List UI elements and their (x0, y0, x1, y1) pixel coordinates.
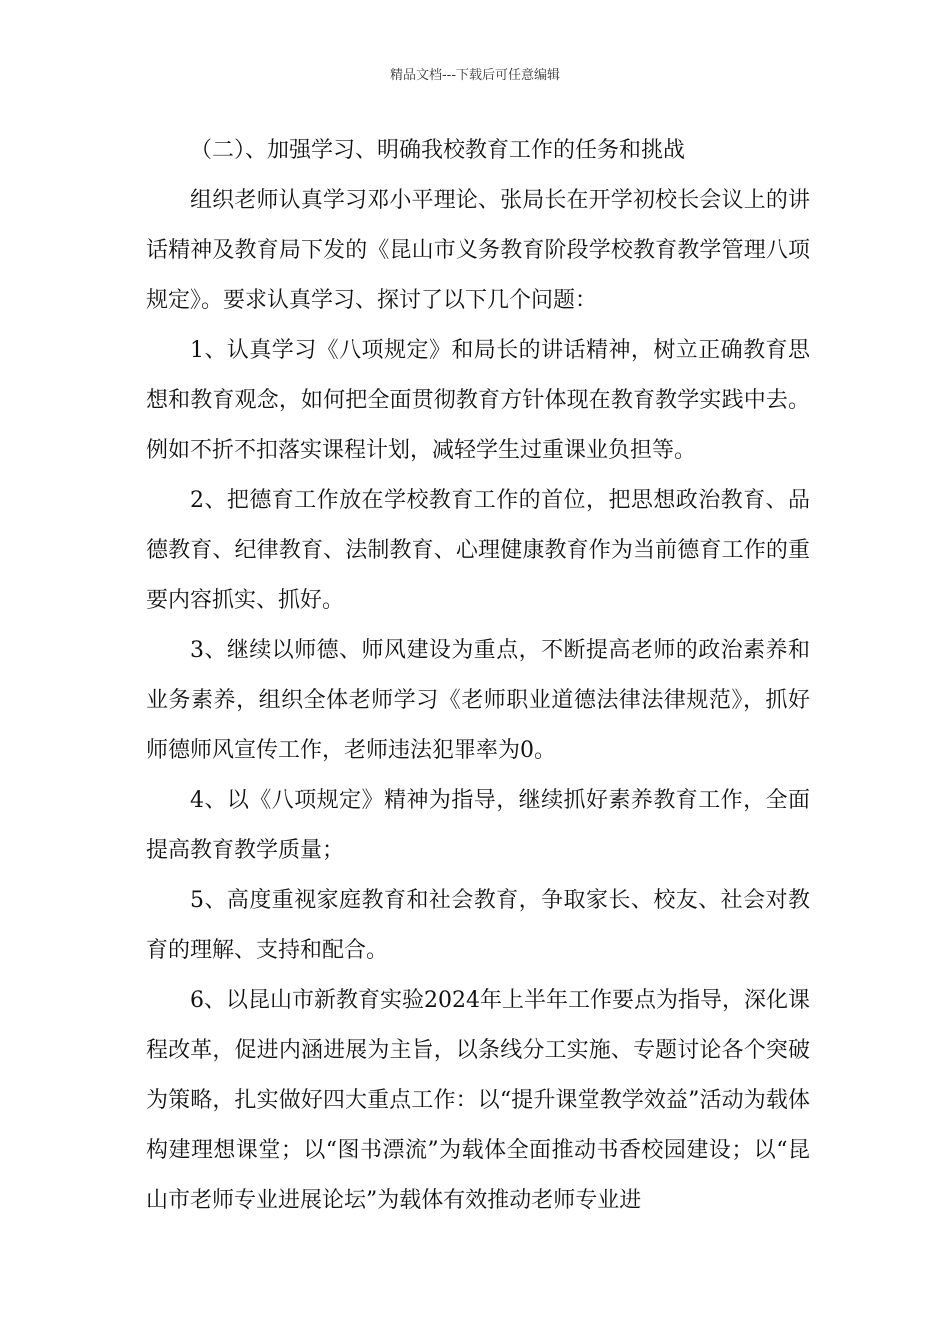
list-item-3: 3、继续以师德、师风建设为重点，不断提高老师的政治素养和业务素养，组织全体老师学习《老师职业道德法律法律规范》，抓好师德师风宣传工作，老师违法犯罪率为0。 (146, 638, 810, 763)
list-item-4: 4、以《八项规定》精神为指导，继续抓好素养教育工作，全面提高教育教学质量； (146, 788, 810, 863)
section-heading: （二）、加强学习、明确我校教育工作的任务和挑战 (190, 138, 686, 163)
list-item-5: 5、高度重视家庭教育和社会教育，争取家长、校友、社会对教育的理解、支持和配合。 (146, 888, 810, 963)
document-body (146, 126, 810, 1226)
page-header: 精品文档---下载后可任意编辑 (389, 68, 561, 83)
list-item-2: 2、把德育工作放在学校教育工作的首位，把思想政治教育、品德教育、纪律教育、法制教育、心理健康教育作为当前德育工作的重要内容抓实、抓好。 (146, 488, 810, 613)
list-item-6: 6、以昆山市新教育实验2024年上半年工作要点为指导，深化课程改革，促进内涵进展为主旨，以条线分工实施、专题讨论各个突破为策略，扎实做好四大重点工作：以“提升课堂教学效益”活动为载体构建理想课堂；以“图书漂流”为载体全面推动书香校园建设；以“昆山市老师专业进展论坛”为载体有效推动老师专业进 (146, 988, 810, 1213)
list-item-1: 1、认真学习《八项规定》和局长的讲话精神，树立正确教育思想和教育观念，如何把全面贯彻教育方针体现在教育教学实践中去。例如不折不扣落实课程计划，减轻学生过重课业负担等。 (146, 338, 810, 463)
intro-paragraph: 组织老师认真学习邓小平理论、张局长在开学初校长会议上的讲话精神及教育局下发的《昆山市义务教育阶段学校教育教学管理八项规定》。要求认真学习、探讨了以下几个问题： (146, 188, 810, 313)
